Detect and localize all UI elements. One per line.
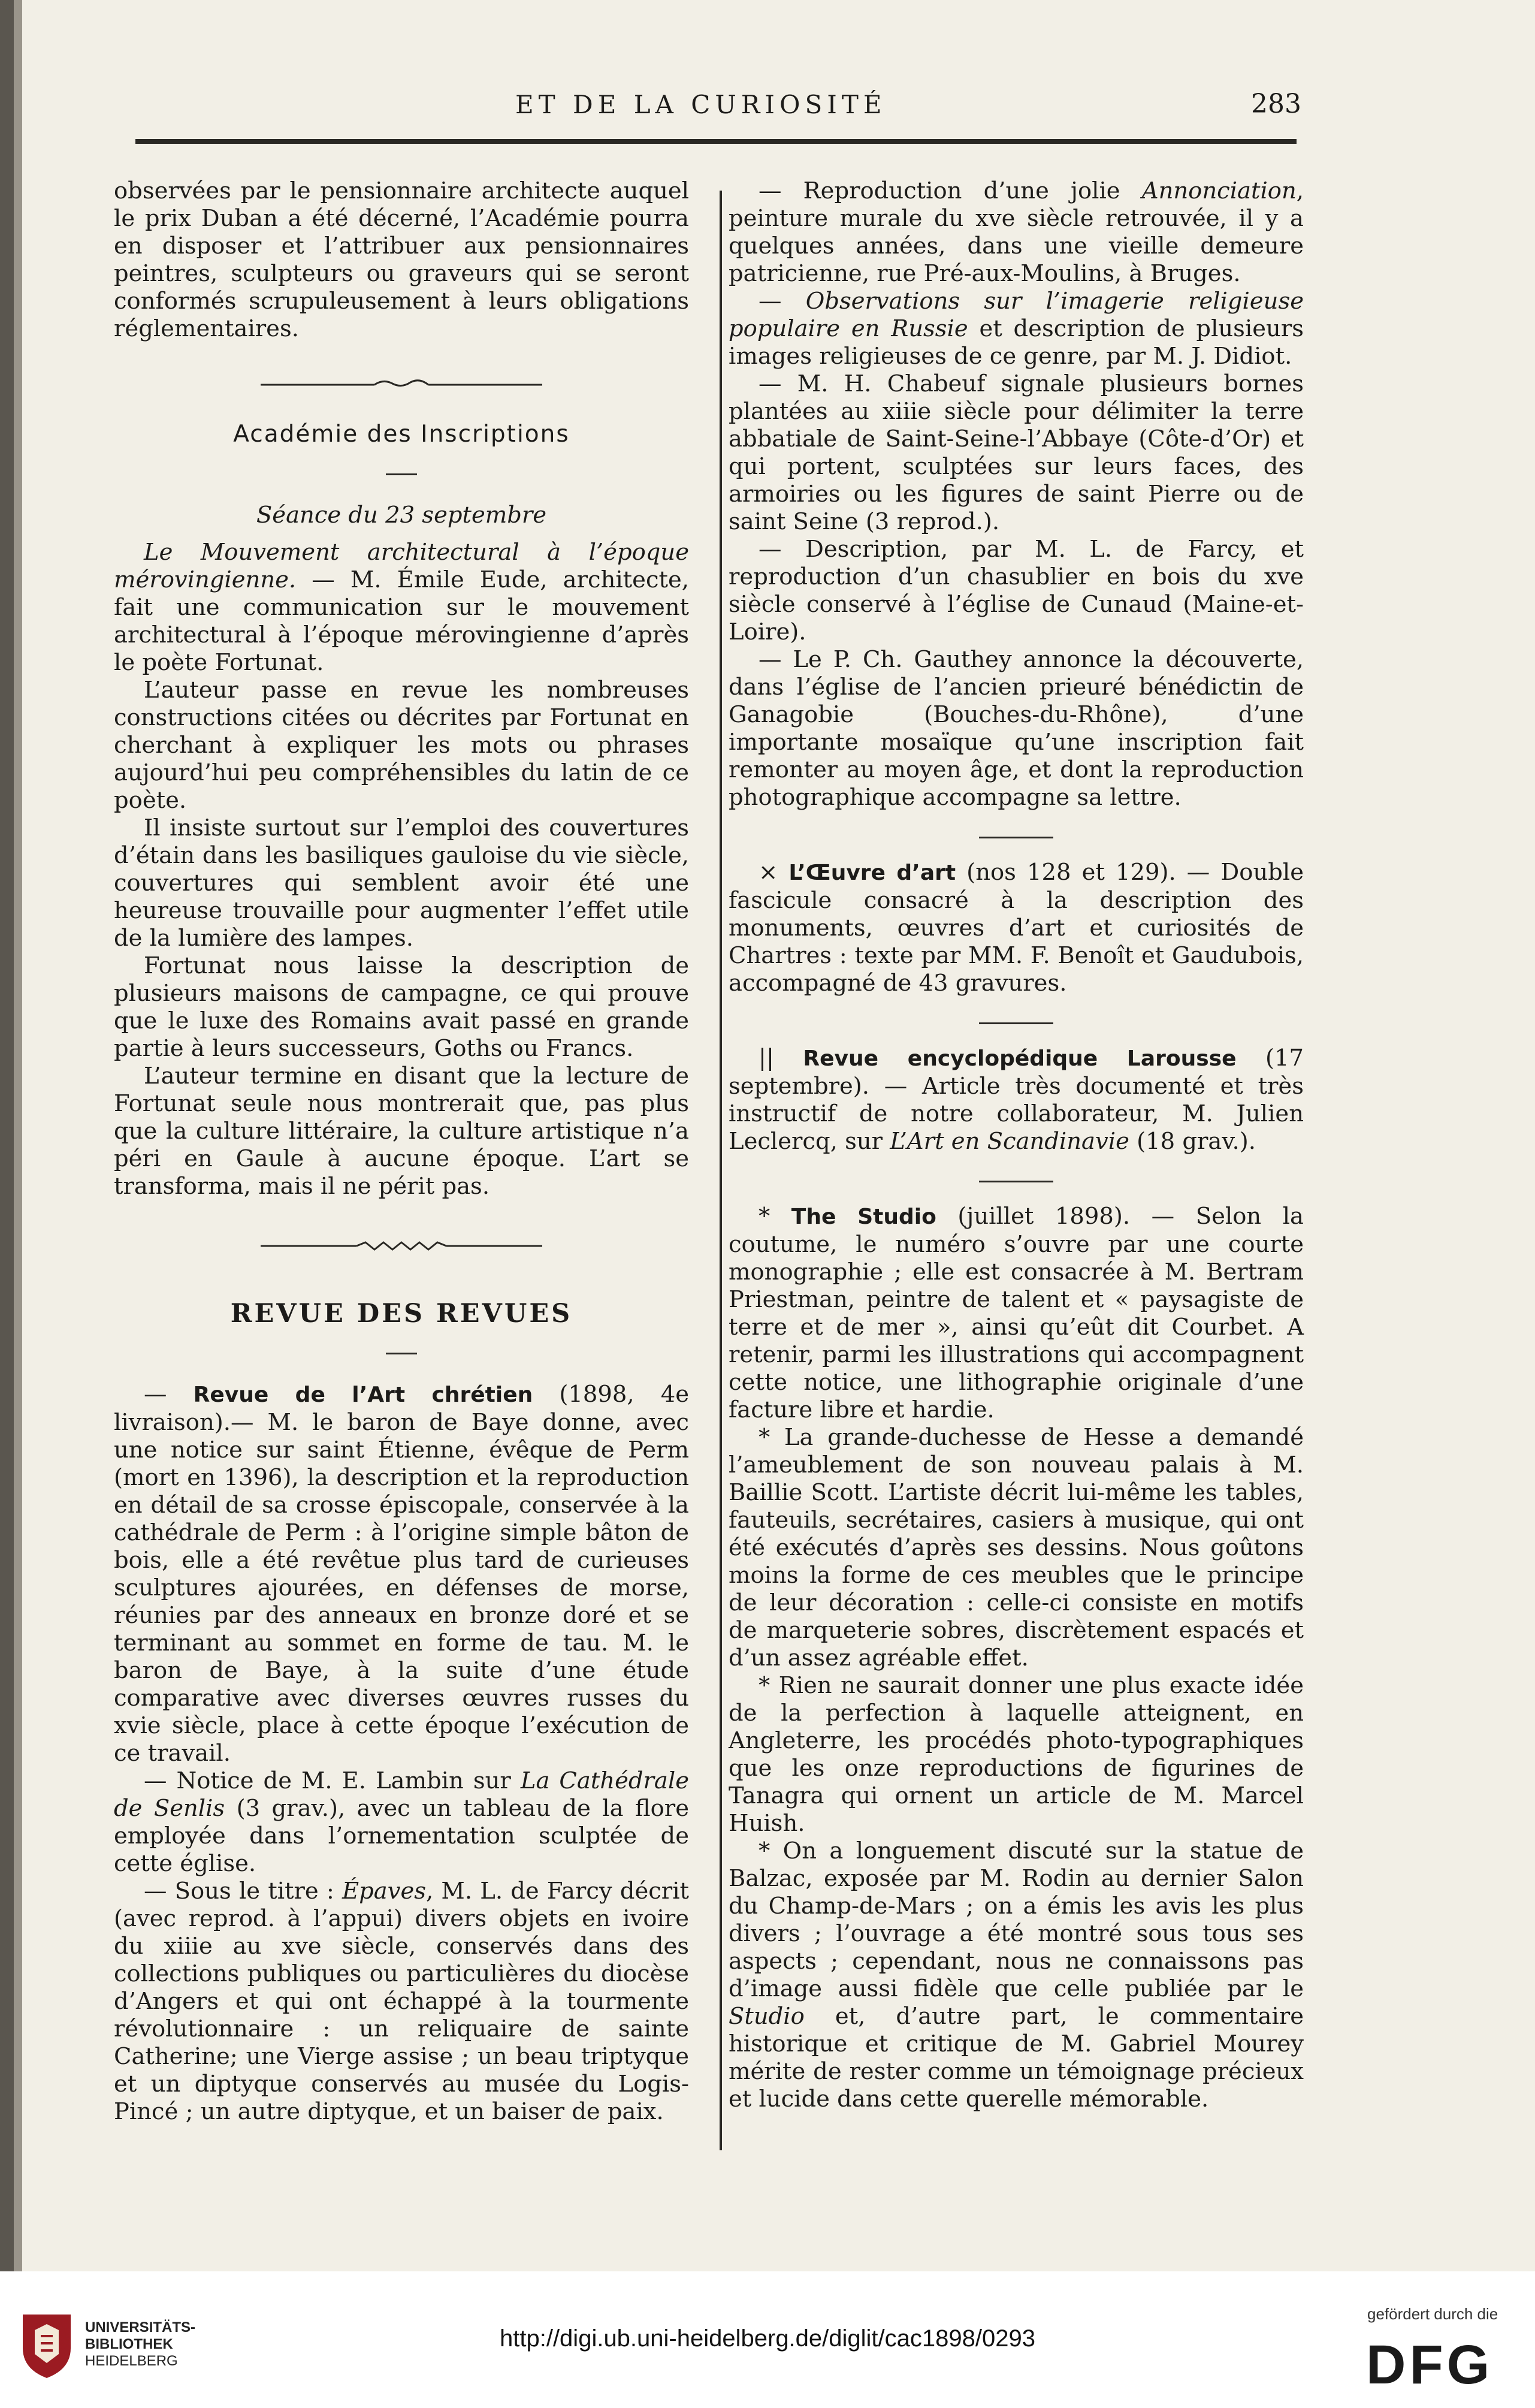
lambin-title: La Cathédrale de Senlis — [114, 1767, 689, 1822]
larousse-end: (18 grav.). — [1129, 1128, 1256, 1155]
section-rule — [979, 1181, 1053, 1182]
oeuvre-text: (nos 128 et 129). — Double fascicule consacré à la description des monuments, œuvres d’art et curiosités de Chartres : texte par MM. F. Benoît et Gaudubois, accompagné de 43 gravures. — [729, 859, 1304, 997]
epaves-title: Épaves — [342, 1878, 427, 1905]
section-rule — [979, 1022, 1053, 1024]
imagerie-paragraph — [729, 288, 1304, 370]
studio-text: (juillet 1898). — Selon la coutume, le numéro s’ouvre par une courte monographie ; elle est consacrée à M. Bertram Priestman, peintre de talent et « paysagiste de terre et de mer », ainsi qu’eût dit Courbet. A retenir, parmi les illustrations qui accompagnent cette notice, une lithographie originale d’une facture libre et hardie. — [729, 1203, 1304, 1423]
entry-dash: — — [144, 1381, 194, 1408]
balzac-paragraph — [729, 1837, 1304, 2113]
intro-paragraph: observées par le pensionnaire architecte auquel le prix Duban a été décerné, l’Académie pourra en disposer et l’attribuer aux pensionnaires peintres, sculpteurs ou graveurs qui se seront conformés scrupuleusement à leurs obligations réglementaires. — [114, 177, 689, 342]
epaves-paragraph — [114, 1878, 689, 2126]
double-bar-mark: || — [759, 1045, 803, 1072]
ornament-divider — [261, 378, 542, 390]
library-name-line-3: HEIDELBERG — [85, 2353, 178, 2369]
lambin-text: (3 grav.), avec un tableau de la flore employée dans l’ornementation sculptée de cette église. — [114, 1795, 689, 1877]
right-column — [729, 177, 1304, 2113]
fortunat-paragraph-4: Fortunat nous laisse la description de plusieurs maisons de campagne, ce qui prouve que le luxe des Romains avait passé en grande partie à leurs successeurs, Goths ou Francs. — [114, 952, 689, 1062]
journal-name: Revue de l’Art chrétien — [193, 1383, 533, 1407]
mouvement-title: Le Mouvement architectural à l’époque mérovingienne. — [114, 539, 689, 593]
studio-paragraph — [729, 1203, 1304, 1424]
running-title: ET DE LA CURIOSITÉ — [515, 90, 887, 119]
fortunat-paragraph-3: Il insiste surtout sur l’emploi des couvertures d’étain dans les basiliques gauloise du vie siècle, couvertures qui semblent avoir été une heureuse trouvaille pour augmenter l’effet utile de la lumière des lampes. — [114, 814, 689, 952]
balzac-text-end: et, d’autre part, le commentaire historique et critique de M. Gabriel Mourey mérite de rester comme un témoignage précieux et lucide dans cette querelle mémorable. — [729, 2003, 1304, 2113]
art-chretien-paragraph — [114, 1381, 689, 1767]
chabeuf-paragraph: — M. H. Chabeuf signale plusieurs bornes plantées au xiiie siècle pour délimiter la terre abbatiale de Saint-Seine-l’Abbaye (Côte-d’Or) et qui portent, sculptées sur leurs faces, des armoiries ou les figures de saint Pierre ou de saint Seine (3 reprod.). — [729, 370, 1304, 535]
art-chretien-text: — M. le baron de Baye donne, avec une notice sur saint Étienne, évêque de Perm (mort en 1396), la description et la reproduction en détail de sa crosse épiscopale, conservée à la cathédrale de Perm : à l’origine simple bâton de bois, elle a été revêtue plus tard de curieuses sculptures ajourées, en défenses de morse, réunies par des anneaux en bronze doré et se terminant au sommet en forme de tau. M. le baron de Baye, à la suite d’une étude comparative avec diverses œuvres russes du xvie siècle, place à cette époque l’exécution de ce travail. — [114, 1409, 689, 1767]
cross-mark: × — [759, 859, 789, 886]
fortunat-paragraph-5: L’auteur termine en disant que la lecture de Fortunat seule nous montrerait que, pas plus que la culture littéraire, la culture artistique n’a péri en Gaule à aucune époque. L’art se transforma, mais il ne périt pas. — [114, 1063, 689, 1200]
library-name-line-2: BIBLIOTHEK — [85, 2336, 173, 2352]
dfg-logo: DFG — [1366, 2334, 1494, 2395]
academie-heading: Académie des Inscriptions — [233, 421, 570, 448]
larousse-paragraph — [729, 1045, 1304, 1155]
column-divider — [720, 191, 722, 2150]
asterisk-mark: * — [759, 1203, 791, 1230]
epaves-lead: — Sous le titre : — [144, 1878, 343, 1905]
balzac-text: * On a longuement discuté sur la statue de Balzac, exposée par M. Rodin au dernier Salon du Champ-de-Mars ; on a émis les avis les plus divers ; l’ouvrage a été montré sous tous ses aspects ; cependant, nous ne connaissons pas d’image aussi fidèle que celle publiée par le — [729, 1837, 1304, 2002]
left-column — [114, 177, 689, 2126]
journal-name: Revue encyclopédique Larousse — [803, 1046, 1237, 1071]
lambin-lead: — Notice de M. E. Lambin sur — [144, 1767, 521, 1794]
library-name-line-1: UNIVERSITÄTS- — [85, 2319, 196, 2335]
lambin-paragraph — [114, 1767, 689, 1878]
epaves-text: , M. L. de Farcy décrit (avec reprod. à l’appui) divers objets en ivoire du xiiie au xve siècle, conservés dans des collections publiques ou particulières du diocèse d’Angers et qui ont échappé à la tourmente révolutionnaire : un reliquaire de sainte Catherine; une Vierge assise ; un beau triptyque et un diptyque conservés au musée du Logis-Pincé ; un autre diptyque, et un baiser de paix. — [114, 1878, 689, 2125]
studio-title: Studio — [729, 2003, 805, 2030]
seance-date: Séance du 23 septembre — [256, 502, 547, 529]
funding-note: gefördert durch die — [1367, 2305, 1498, 2323]
annonciation-paragraph — [729, 177, 1304, 288]
annonciation-title: Annonciation — [1141, 177, 1297, 204]
heading-dash-2 — [386, 1353, 417, 1354]
imagerie-text: et description de plusieurs images religieuses de ce genre, par M. J. Didiot. — [729, 315, 1304, 370]
issue-info: (1898, 4e livraison). — [114, 1381, 689, 1436]
tanagra-paragraph: * Rien ne saurait donner une plus exacte idée de la perfection à laquelle atteignent, en Angleterre, les procédés photo-typographiques que les onze reproductions de figurines de Tanagra qui ornent un article de M. Marcel Huish. — [729, 1672, 1304, 1837]
imagerie-title: Observations sur l’imagerie religieuse populaire en Russie — [729, 288, 1304, 342]
annonciation-lead: — Reproduction d’une jolie — [759, 177, 1142, 204]
page-number: 283 — [1251, 89, 1301, 119]
section-rule — [979, 837, 1053, 838]
fortunat-paragraph-2: L’auteur passe en revue les nombreuses constructions citées ou décrites par Fortunat en cherchant à expliquer les mots ou phrases aujourd’hui peu compréhensibles du latin de ce poète. — [114, 677, 689, 814]
journal-name: The Studio — [791, 1205, 936, 1229]
hesse-paragraph: * La grande-duchesse de Hesse a demandé l’ameublement de son nouveau palais à M. Baillie Scott. L’artiste décrit lui-même les tables, fauteuils, secrétaires, casiers à musique, qui ont été exécutés d’après ses dessins. Nous goûtons moins la forme de ces meubles que le principe de leur décoration : celle-ci consiste en motifs de marqueterie sobres, discrètement espacés et d’un assez agréable effet. — [729, 1424, 1304, 1671]
gauthey-paragraph: — Le P. Ch. Gauthey annonce la découverte, dans l’église de l’ancien prieuré bénédictin de Ganagobie (Bouches-du-Rhône), d’une importante mosaïque qu’une inscription fait remonter au moyen âge, et dont la reproduction photographique accompagne sa lettre. — [729, 646, 1304, 811]
imagerie-lead: — — [759, 288, 806, 315]
source-url[interactable]: http://digi.ub.uni-heidelberg.de/diglit/cac1898/0293 — [500, 2325, 1035, 2352]
oeuvre-paragraph — [729, 859, 1304, 997]
annonciation-text: , peinture murale du xve siècle retrouvée, il y a quelques années, dans une vieille demeure patricienne, rue Pré-aux-Moulins, à Bruges. — [729, 177, 1304, 287]
mouvement-paragraph — [114, 539, 689, 677]
revue-heading: REVUE DES REVUES — [230, 1299, 573, 1329]
larousse-article-title: L’Art en Scandinavie — [890, 1128, 1129, 1155]
mouvement-text: — M. Émile Eude, architecte, fait une communication sur le mouvement architectural à l’époque mérovingienne d’après le poète Fortunat. — [114, 566, 689, 676]
header-rule — [135, 139, 1297, 144]
heading-dash — [386, 473, 417, 475]
farcy-paragraph: — Description, par M. L. de Farcy, et reproduction d’un chasublier en bois du xve siècle conservé à l’église de Cunaud (Maine-et-Loire). — [729, 536, 1304, 645]
ornament-divider-2 — [261, 1240, 542, 1252]
larousse-text: (17 septembre). — Article très documenté et très instructif de notre collaborateur, M. Julien Leclercq, sur — [729, 1045, 1304, 1155]
journal-name: L’Œuvre d’art — [788, 861, 956, 885]
